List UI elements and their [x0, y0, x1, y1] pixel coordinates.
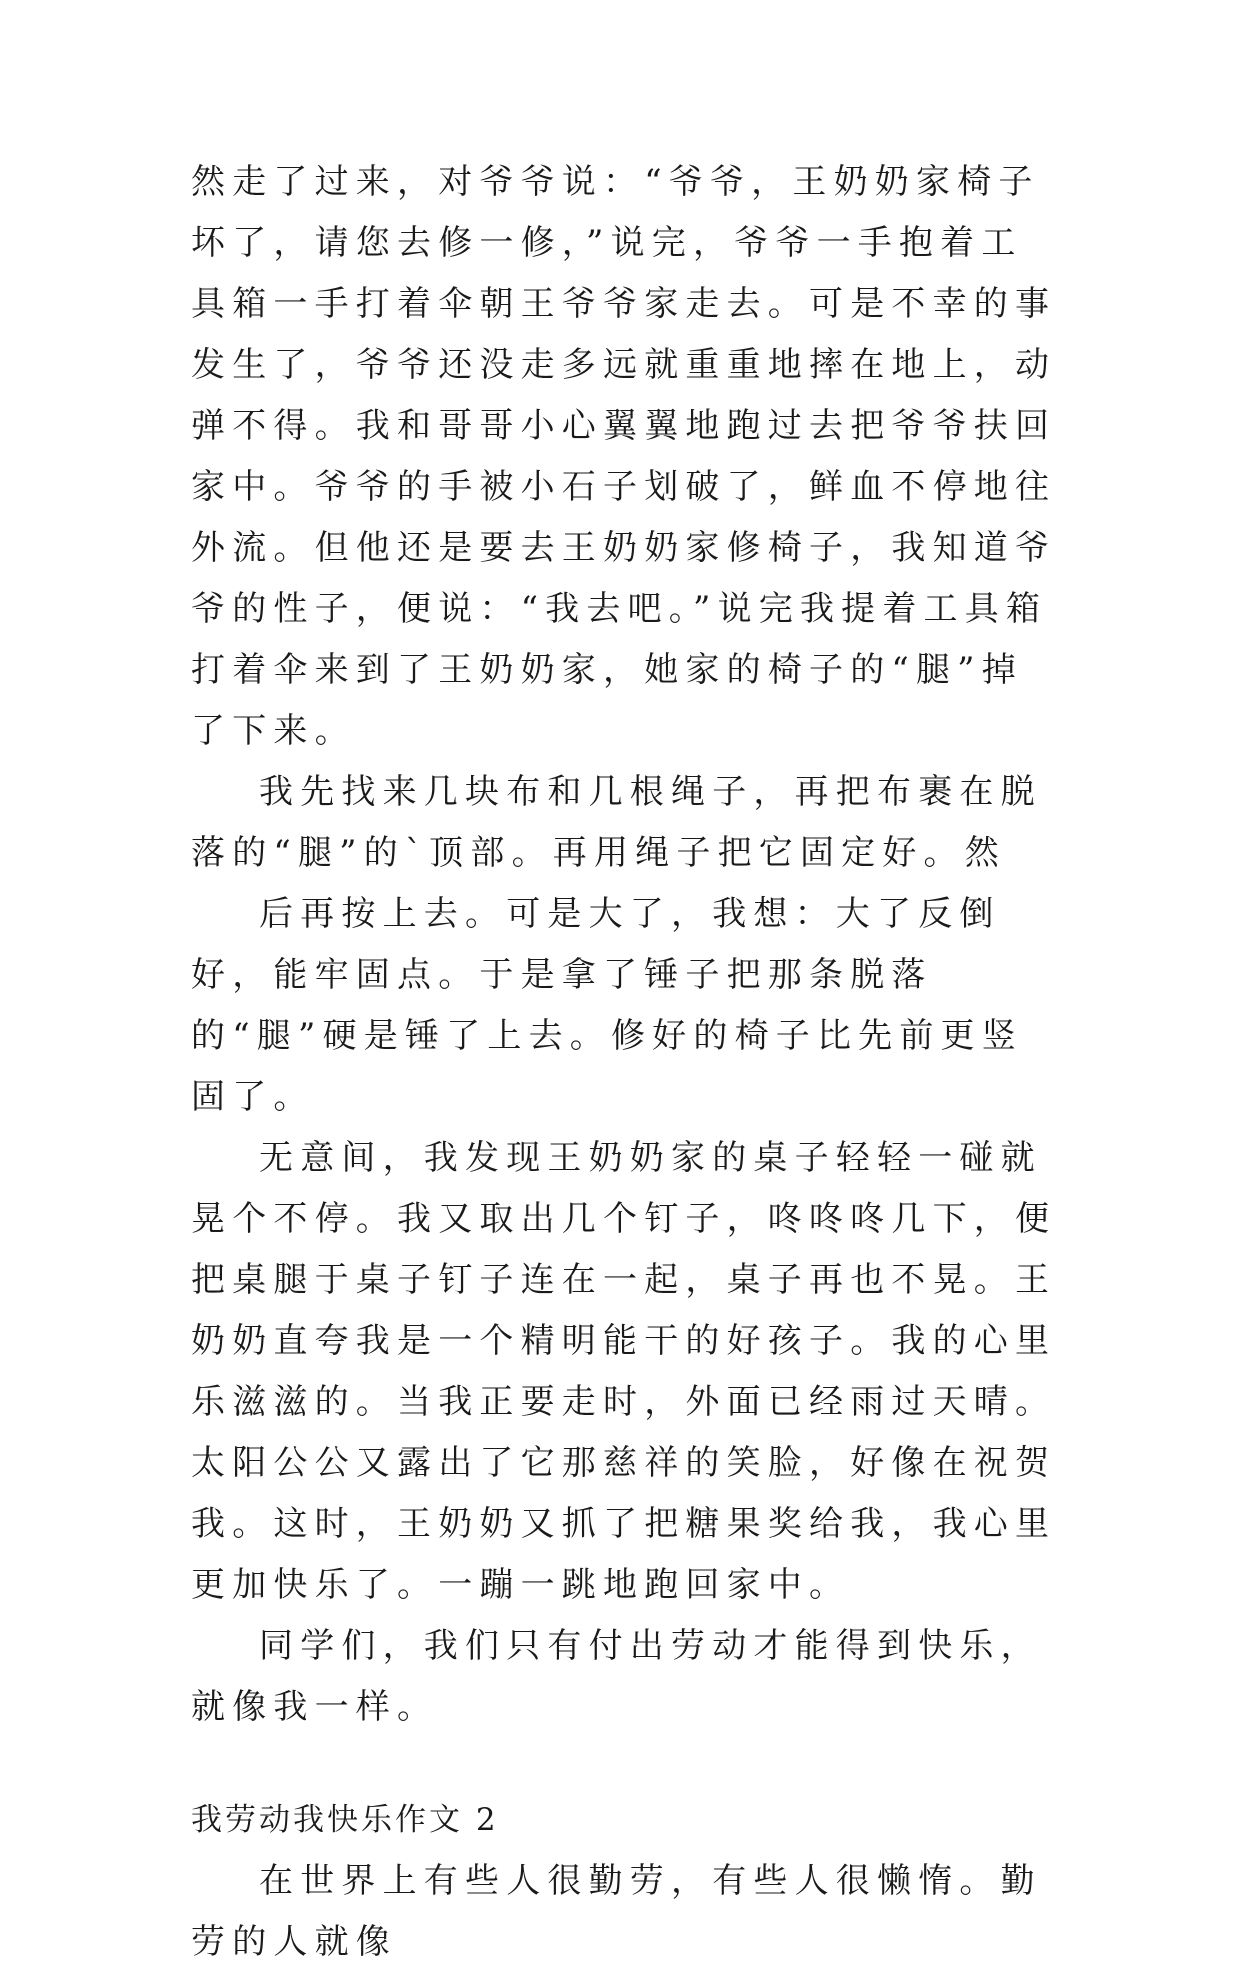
- paragraph-repair-start: 我先找来几块布和几根绳子，再把布裹在脱落的“腿”的`顶部。再用绳子把它固定好。然: [191, 772, 1042, 873]
- section-spacer: [191, 1738, 1061, 1790]
- paragraph-repair-continue: 后再按上去。可是大了，我想：大了反倒好，能牢固点。于是拿了锤子把那条脱落的“腿”硬是锤了上去。修好的椅子比先前更竖固了。: [191, 894, 1023, 1117]
- paragraph-continuation: 然走了过来，对爷爷说：“爷爷，王奶奶家椅子坏了，请您去修一修，”说完，爷爷一手抱着工具箱一手打着伞朝王爷爷家走去。可是不幸的事发生了，爷爷还没走多远就重重地摔在地上，动弹不得。我和哥哥小心翼翼地跑过去把爷爷扶回家中。爷爷的手被小石子划破了，鲜血不停地往外流。但他还是要去王奶奶家修椅子，我知道爷爷的性子，便说：“我去吧。”说完我提着工具箱打着伞来到了王奶奶家，她家的椅子的“腿”掉了下来。: [191, 162, 1057, 751]
- paragraph-conclusion: 同学们，我们只有付出劳动才能得到快乐，就像我一样。: [191, 1626, 1042, 1727]
- document-body: [191, 152, 1061, 1973]
- paragraph-table-fix: 无意间，我发现王奶奶家的桌子轻轻一碰就晃个不停。我又取出几个钉子，咚咚咚几下，便把桌腿于桌子钉子连在一起，桌子再也不晃。王奶奶直夸我是一个精明能干的好孩子。我的心里乐滋滋的。当我正要走时，外面已经雨过天晴。太阳公公又露出了它那慈祥的笑脸，好像在祝贺我。这时，王奶奶又抓了把糖果奖给我，我心里更加快乐了。一蹦一跳地跑回家中。: [191, 1138, 1057, 1605]
- section-title: 我劳动我快乐作文 2: [191, 1802, 499, 1838]
- section-first-paragraph: 在世界上有些人很勤劳，有些人很懒惰。勤劳的人就像: [191, 1861, 1042, 1962]
